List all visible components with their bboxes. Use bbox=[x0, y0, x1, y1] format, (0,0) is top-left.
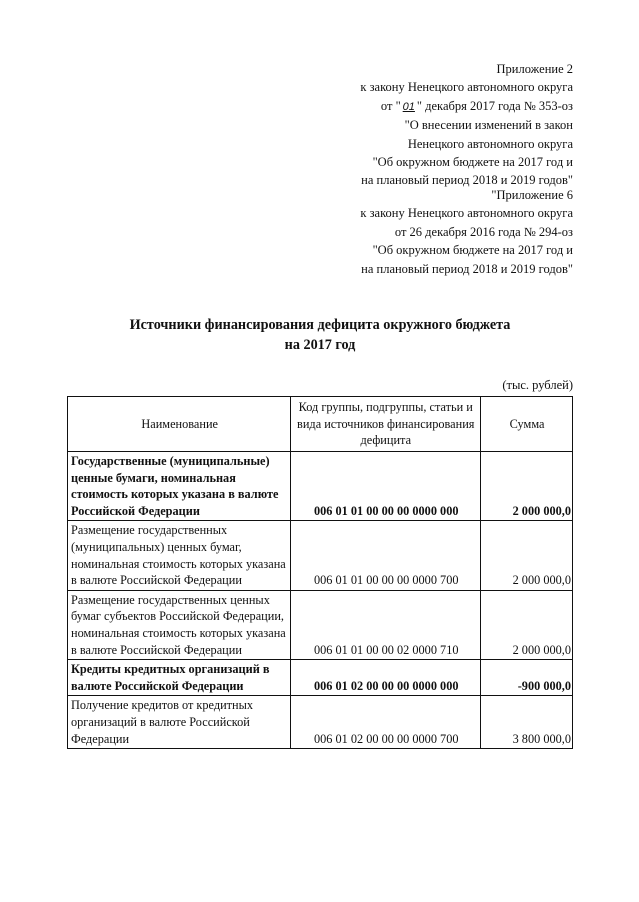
appendix-2-line-7: на плановый период 2018 и 2019 годов" bbox=[361, 173, 573, 188]
appendix-2-law-ref: к закону Ненецкого автономного округа bbox=[360, 80, 573, 95]
row-name-cell: Размещение государственных ценных бумаг субъектов Российской Федерации, номинальная стоимость которых указана в валюте Российской Федерации bbox=[68, 590, 291, 659]
appendix-6-line-4: "Об окружном бюджете на 2017 год и bbox=[372, 243, 573, 258]
row-code-cell: 006 01 02 00 00 00 0000 000 bbox=[291, 660, 481, 696]
appendix-2-line-6: "Об окружном бюджете на 2017 год и bbox=[372, 155, 573, 170]
appendix-6-header bbox=[360, 186, 573, 278]
appendix-6-title: "Приложение 6 bbox=[491, 188, 573, 202]
column-header-code: Код группы, подгруппы, статьи и вида источников финансирования дефицита bbox=[291, 397, 481, 452]
appendix-2-date-line bbox=[360, 97, 573, 116]
appendix-6-law-ref: к закону Ненецкого автономного округа bbox=[360, 206, 573, 221]
row-code-cell: 006 01 01 00 00 00 0000 700 bbox=[291, 521, 481, 590]
appendix-2-line-4: "О внесении изменений в закон bbox=[404, 118, 573, 133]
table-row bbox=[68, 452, 573, 521]
table-row bbox=[68, 696, 573, 749]
date-prefix: от " bbox=[380, 98, 401, 113]
units-label: (тыс. рублей) bbox=[502, 378, 573, 392]
row-code-cell: 006 01 02 00 00 00 0000 700 bbox=[291, 696, 481, 749]
row-name-cell: Размещение государственных (муниципальных) ценных бумаг, номинальная стоимость которых указана в валюте Российской Федерации bbox=[68, 521, 291, 590]
date-suffix: " декабря 2017 года № 353-оз bbox=[416, 98, 573, 113]
column-header-name: Наименование bbox=[68, 397, 291, 452]
table-row bbox=[68, 660, 573, 696]
row-name-cell: Государственные (муниципальные) ценные бумаги, номинальная стоимость которых указана в валюте Российской Федерации bbox=[68, 452, 291, 521]
row-code-cell: 006 01 01 00 00 02 0000 710 bbox=[291, 590, 481, 659]
row-code-cell: 006 01 01 00 00 00 0000 000 bbox=[291, 452, 481, 521]
financing-sources-table bbox=[67, 396, 573, 749]
document-title-line-2: на 2017 год bbox=[284, 336, 356, 353]
row-amount-cell: 2 000 000,0 bbox=[481, 590, 573, 659]
document-title bbox=[60, 316, 580, 355]
table-row bbox=[68, 590, 573, 659]
appendix-2-title: Приложение 2 bbox=[496, 62, 573, 76]
table-body bbox=[68, 452, 573, 749]
row-amount-cell: -900 000,0 bbox=[481, 660, 573, 696]
appendix-2-header bbox=[360, 60, 573, 190]
table-row bbox=[68, 521, 573, 590]
row-amount-cell: 2 000 000,0 bbox=[481, 521, 573, 590]
date-day-handwritten: 01 bbox=[402, 100, 415, 113]
row-amount-cell: 3 800 000,0 bbox=[481, 696, 573, 749]
row-name-cell: Кредиты кредитных организаций в валюте Российской Федерации bbox=[68, 660, 291, 696]
appendix-6-line-5: на плановый период 2018 и 2019 годов" bbox=[361, 261, 573, 276]
row-name-cell: Получение кредитов от кредитных организаций в валюте Российской Федерации bbox=[68, 696, 291, 749]
appendix-2-line-5: Ненецкого автономного округа bbox=[407, 136, 573, 151]
column-header-amount: Сумма bbox=[481, 397, 573, 452]
document-title-line-1: Источники финансирования дефицита окружного бюджета bbox=[129, 317, 511, 333]
appendix-6-date-line: от 26 декабря 2016 года № 294-оз bbox=[394, 224, 573, 239]
row-amount-cell: 2 000 000,0 bbox=[481, 452, 573, 521]
table-header-row bbox=[68, 397, 573, 452]
